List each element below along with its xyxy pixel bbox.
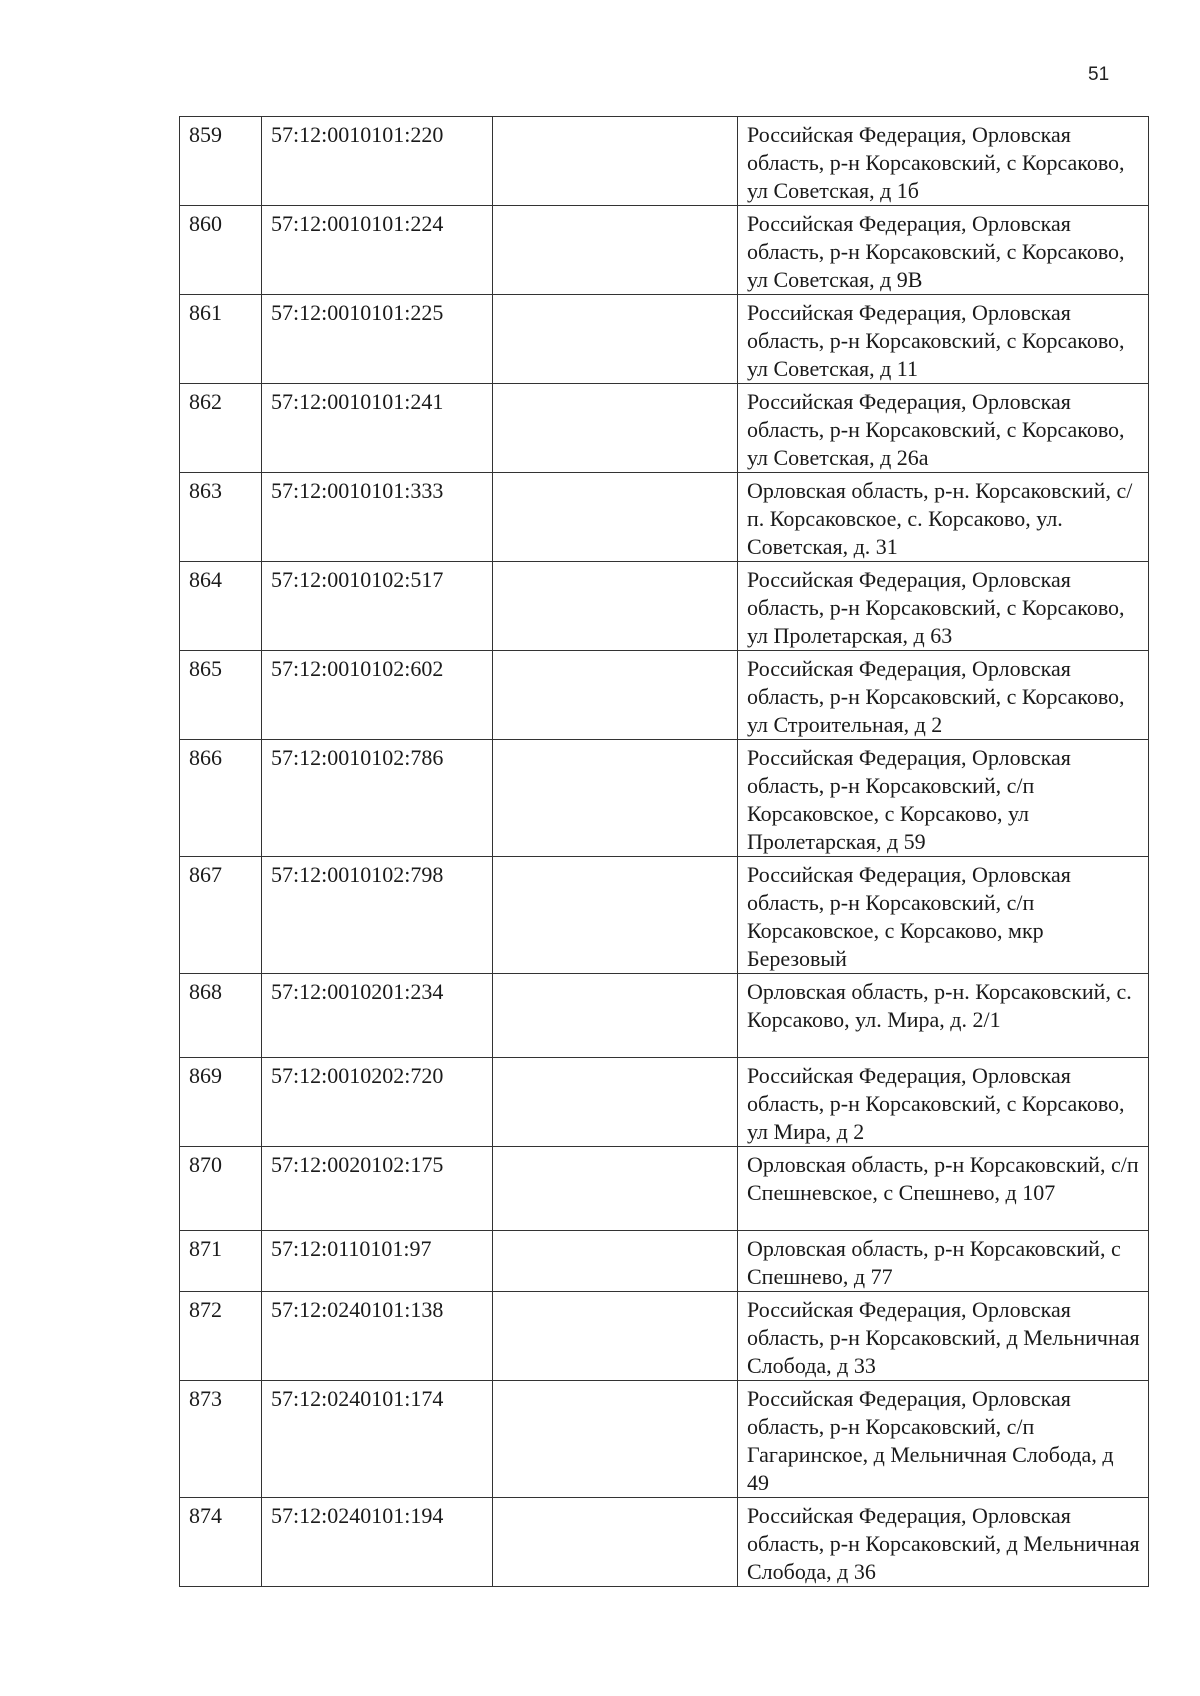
row-number: 873 bbox=[180, 1381, 262, 1498]
address-cell: Российская Федерация, Орловская область, р-н Корсаковский, с Корсаково, ул Советская, д 1б bbox=[738, 117, 1149, 206]
address-cell: Российская Федерация, Орловская область, р-н Корсаковский, с/п Корсаковское, с Корсаково, ул Пролетарская, д 59 bbox=[738, 740, 1149, 857]
cadastral-number: 57:12:0240101:194 bbox=[262, 1498, 493, 1587]
table-row bbox=[180, 295, 1149, 384]
empty-cell bbox=[493, 974, 738, 1058]
row-number: 869 bbox=[180, 1058, 262, 1147]
cadastral-number: 57:12:0010102:602 bbox=[262, 651, 493, 740]
table-row bbox=[180, 473, 1149, 562]
table-row bbox=[180, 974, 1149, 1058]
cadastral-number: 57:12:0110101:97 bbox=[262, 1231, 493, 1292]
cadastral-number: 57:12:0010101:224 bbox=[262, 206, 493, 295]
table-row bbox=[180, 651, 1149, 740]
address-cell: Российская Федерация, Орловская область, р-н Корсаковский, с Корсаково, ул Строительная, д 2 bbox=[738, 651, 1149, 740]
table-row bbox=[180, 1292, 1149, 1381]
cadastral-number: 57:12:0010101:225 bbox=[262, 295, 493, 384]
row-number: 860 bbox=[180, 206, 262, 295]
table-row bbox=[180, 384, 1149, 473]
cadastral-number: 57:12:0240101:174 bbox=[262, 1381, 493, 1498]
row-number: 871 bbox=[180, 1231, 262, 1292]
row-number: 866 bbox=[180, 740, 262, 857]
address-cell: Российская Федерация, Орловская область, р-н Корсаковский, с Корсаково, ул Советская, д 11 bbox=[738, 295, 1149, 384]
row-number: 870 bbox=[180, 1147, 262, 1231]
cadastral-number: 57:12:0010202:720 bbox=[262, 1058, 493, 1147]
empty-cell bbox=[493, 206, 738, 295]
row-number: 863 bbox=[180, 473, 262, 562]
table-row bbox=[180, 1231, 1149, 1292]
table-row bbox=[180, 1058, 1149, 1147]
cadastral-number: 57:12:0010102:786 bbox=[262, 740, 493, 857]
page-number: 51 bbox=[1088, 64, 1110, 85]
address-cell: Российская Федерация, Орловская область, р-н Корсаковский, д Мельничная Слобода, д 33 bbox=[738, 1292, 1149, 1381]
empty-cell bbox=[493, 1498, 738, 1587]
table-row bbox=[180, 1498, 1149, 1587]
address-cell: Орловская область, р-н Корсаковский, с/п Спешневское, с Спешнево, д 107 bbox=[738, 1147, 1149, 1231]
row-number: 859 bbox=[180, 117, 262, 206]
row-number: 868 bbox=[180, 974, 262, 1058]
address-cell: Российская Федерация, Орловская область, р-н Корсаковский, д Мельничная Слобода, д 36 bbox=[738, 1498, 1149, 1587]
row-number: 864 bbox=[180, 562, 262, 651]
address-cell: Российская Федерация, Орловская область, р-н Корсаковский, с Корсаково, ул Пролетарская, д 63 bbox=[738, 562, 1149, 651]
empty-cell bbox=[493, 740, 738, 857]
address-cell: Российская Федерация, Орловская область, р-н Корсаковский, с Корсаково, ул Советская, д 26а bbox=[738, 384, 1149, 473]
table-row bbox=[180, 206, 1149, 295]
table-row bbox=[180, 1147, 1149, 1231]
empty-cell bbox=[493, 384, 738, 473]
address-cell: Российская Федерация, Орловская область, р-н Корсаковский, с/п Корсаковское, с Корсаково, мкр Березовый bbox=[738, 857, 1149, 974]
empty-cell bbox=[493, 295, 738, 384]
empty-cell bbox=[493, 1381, 738, 1498]
row-number: 861 bbox=[180, 295, 262, 384]
cadastral-number: 57:12:0010101:241 bbox=[262, 384, 493, 473]
cadastral-number: 57:12:0010102:798 bbox=[262, 857, 493, 974]
table-row bbox=[180, 740, 1149, 857]
empty-cell bbox=[493, 1147, 738, 1231]
table-row bbox=[180, 1381, 1149, 1498]
table-row bbox=[180, 857, 1149, 974]
empty-cell bbox=[493, 1058, 738, 1147]
address-cell: Орловская область, р-н Корсаковский, с Спешнево, д 77 bbox=[738, 1231, 1149, 1292]
row-number: 865 bbox=[180, 651, 262, 740]
address-cell: Российская Федерация, Орловская область, р-н Корсаковский, с Корсаково, ул Советская, д 9В bbox=[738, 206, 1149, 295]
address-cell: Российская Федерация, Орловская область, р-н Корсаковский, с Корсаково, ул Мира, д 2 bbox=[738, 1058, 1149, 1147]
address-cell: Орловская область, р-н. Корсаковский, с/п. Корсаковское, с. Корсаково, ул. Советская, д. 31 bbox=[738, 473, 1149, 562]
cadastral-number: 57:12:0240101:138 bbox=[262, 1292, 493, 1381]
table-row bbox=[180, 117, 1149, 206]
row-number: 872 bbox=[180, 1292, 262, 1381]
table-row bbox=[180, 562, 1149, 651]
empty-cell bbox=[493, 1231, 738, 1292]
registry-table bbox=[179, 116, 1149, 1587]
empty-cell bbox=[493, 857, 738, 974]
row-number: 867 bbox=[180, 857, 262, 974]
cadastral-number: 57:12:0010101:220 bbox=[262, 117, 493, 206]
empty-cell bbox=[493, 117, 738, 206]
empty-cell bbox=[493, 1292, 738, 1381]
cadastral-number: 57:12:0010102:517 bbox=[262, 562, 493, 651]
cadastral-number: 57:12:0010101:333 bbox=[262, 473, 493, 562]
cadastral-number: 57:12:0020102:175 bbox=[262, 1147, 493, 1231]
row-number: 862 bbox=[180, 384, 262, 473]
row-number: 874 bbox=[180, 1498, 262, 1587]
empty-cell bbox=[493, 562, 738, 651]
empty-cell bbox=[493, 473, 738, 562]
cadastral-number: 57:12:0010201:234 bbox=[262, 974, 493, 1058]
address-cell: Орловская область, р-н. Корсаковский, с. Корсаково, ул. Мира, д. 2/1 bbox=[738, 974, 1149, 1058]
empty-cell bbox=[493, 651, 738, 740]
address-cell: Российская Федерация, Орловская область, р-н Корсаковский, с/п Гагаринское, д Мельничная Слобода, д 49 bbox=[738, 1381, 1149, 1498]
